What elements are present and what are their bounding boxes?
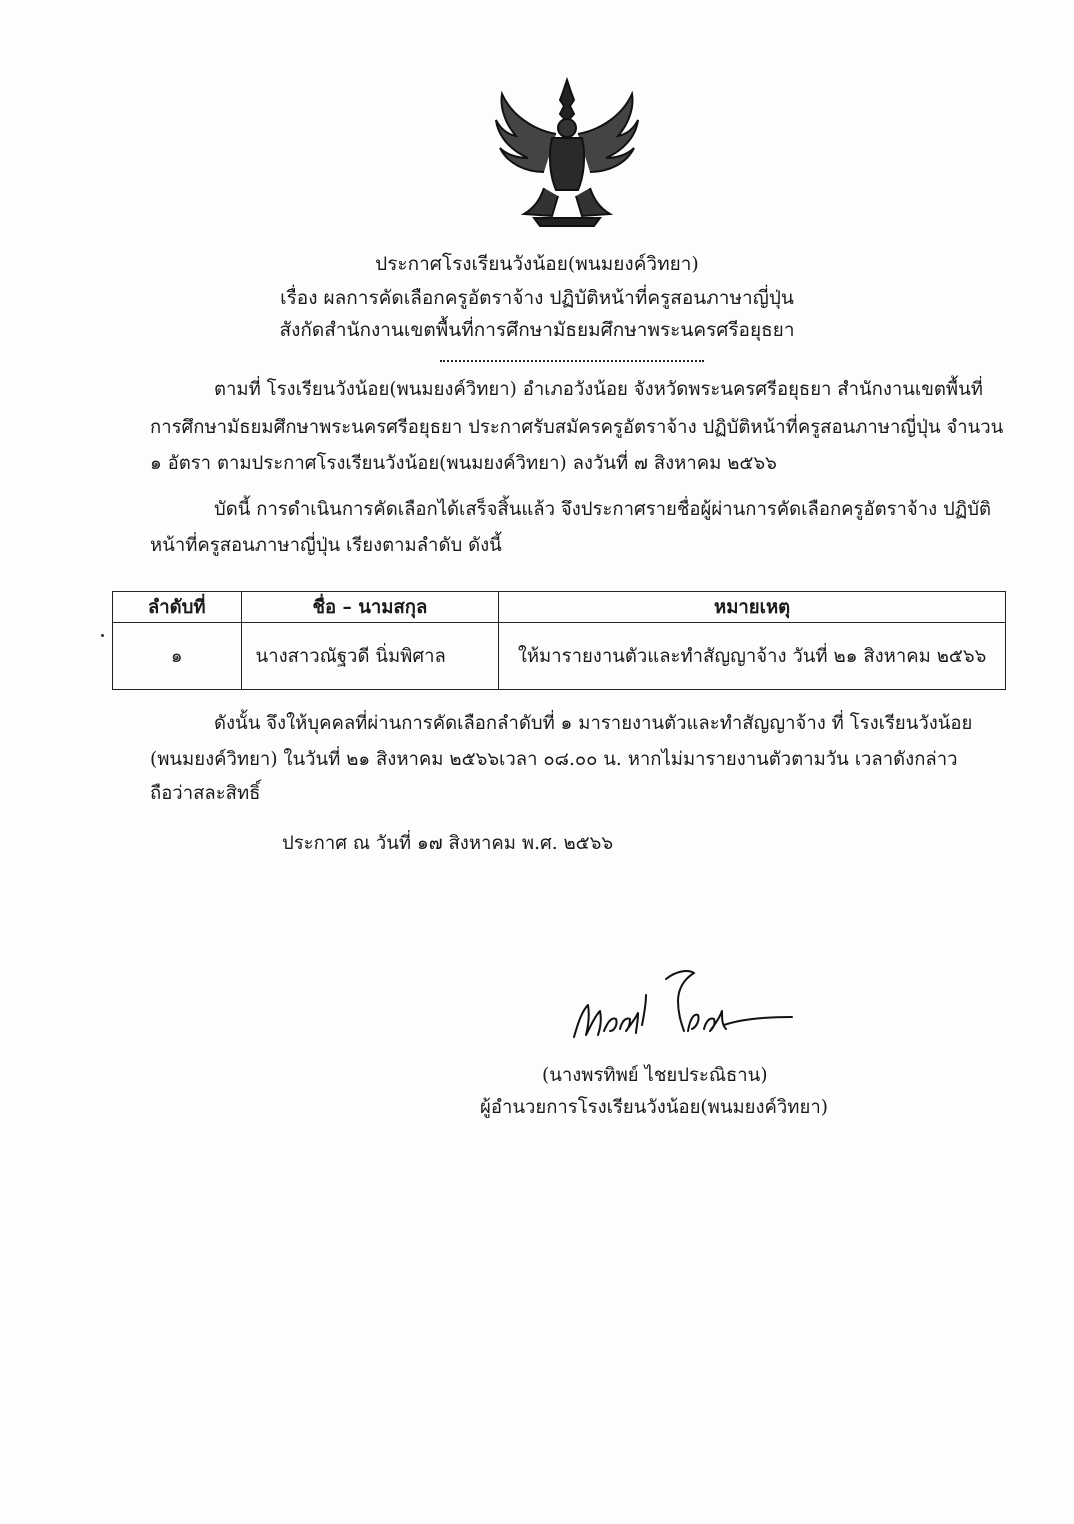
paragraph-1-line-3: ๑ อัตรา ตามประกาศโรงเรียนวังน้อย(พนมยงค์วิทยา) ลงวันที่ ๗ สิงหาคม ๒๕๖๖ <box>150 453 777 474</box>
table-row <box>113 623 1006 690</box>
header-name: ชื่อ – นามสกุล <box>241 592 499 623</box>
announcement-subject: เรื่อง ผลการคัดเลือกครูอัตราจ้าง ปฏิบัติหน้าที่ครูสอนภาษาญี่ปุ่น <box>280 287 794 309</box>
dotted-divider <box>440 360 704 362</box>
paragraph-2-line-1: บัดนี้ การดำเนินการคัดเลือกได้เสร็จสิ้นแล้ว จึงประกาศรายชื่อผู้ผ่านการคัดเลือกครูอัตราจ้าง ปฏิบัติ <box>214 499 991 520</box>
garuda-emblem-icon <box>494 76 640 228</box>
paragraph-3-line-3: ถือว่าสละสิทธิ์ <box>150 783 261 804</box>
paragraph-3-line-2: (พนมยงค์วิทยา) ในวันที่ ๒๑ สิงหาคม ๒๕๖๖เวลา ๐๘.๐๐ น. หากไม่มารายงานตัวตามวัน เวลาดังกล่าว <box>150 749 958 770</box>
handwritten-signature <box>566 965 796 1045</box>
paragraph-3-line-1: ดังนั้น จึงให้บุคคลที่ผ่านการคัดเลือกลำดับที่ ๑ มารายงานตัวและทำสัญญาจ้าง ที่ โรงเรียนวังน้อย <box>214 713 973 734</box>
paragraph-2-line-2: หน้าที่ครูสอนภาษาญี่ปุ่น เรียงตามลำดับ ดังนี้ <box>150 535 502 556</box>
cell-remark: ให้มารายงานตัวและทำสัญญาจ้าง วันที่ ๒๑ สิงหาคม ๒๕๖๖ <box>499 623 1006 690</box>
header-remark: หมายเหตุ <box>499 592 1006 623</box>
signer-name: (นางพรทิพย์ ไชยประณิธาน) <box>542 1065 768 1086</box>
announcement-affiliation: สังกัดสำนักงานเขตพื้นที่การศึกษามัธยมศึกษาพระนครศรีอยุธยา <box>279 319 795 341</box>
results-table <box>112 591 1006 690</box>
announcement-date: ประกาศ ณ วันที่ ๑๗ สิงหาคม พ.ศ. ๒๕๖๖ <box>282 833 614 854</box>
cell-name: นางสาวณัฐวดี นิ่มพิศาล <box>241 623 499 690</box>
cell-order: ๑ <box>113 623 242 690</box>
signer-position: ผู้อำนวยการโรงเรียนวังน้อย(พนมยงค์วิทยา) <box>480 1097 828 1118</box>
announcement-title: ประกาศโรงเรียนวังน้อย(พนมยงค์วิทยา) <box>375 253 699 275</box>
stray-mark <box>101 634 104 637</box>
paragraph-1-line-1: ตามที่ โรงเรียนวังน้อย(พนมยงค์วิทยา) อำเภอวังน้อย จังหวัดพระนครศรีอยุธยา สำนักงานเขตพื้นที่ <box>214 379 983 400</box>
table-header-row <box>113 592 1006 623</box>
paragraph-1-line-2: การศึกษามัธยมศึกษาพระนครศรีอยุธยา ประกาศรับสมัครครูอัตราจ้าง ปฏิบัติหน้าที่ครูสอนภาษาญี่ปุ่น จำนวน <box>150 417 1004 438</box>
header-order: ลำดับที่ <box>113 592 242 623</box>
